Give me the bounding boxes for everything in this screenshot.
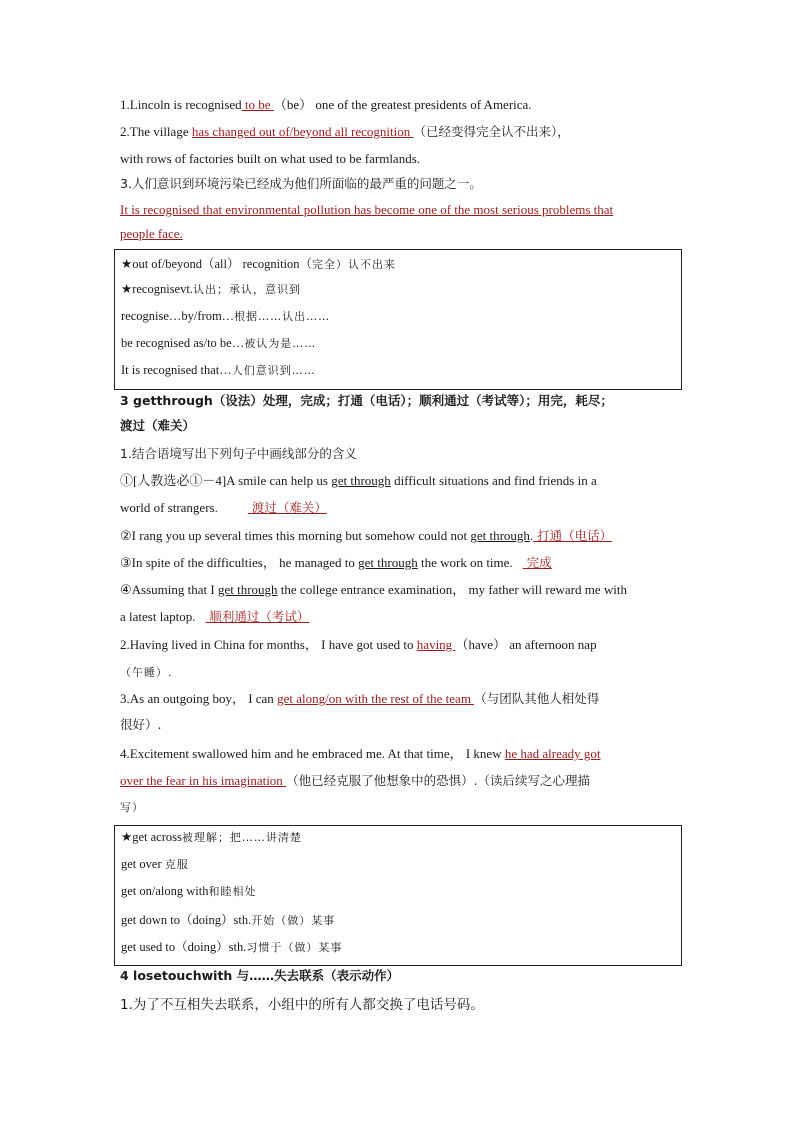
exercise-3-prompt: 3.人们意识到环境污染已经成为他们所面临的最严重的问题之一。 (120, 176, 482, 191)
exercise-text: （午睡）. (120, 666, 173, 679)
underlined-phrase: get through (358, 555, 418, 570)
sentence-text: ④Assuming that I (120, 582, 218, 597)
underlined-phrase: get through (331, 473, 391, 488)
exercise-2-line2: with rows of factories built on what used to be farmlands. (120, 151, 421, 166)
note-line (121, 308, 330, 324)
section-3-question-1: 1.结合语境写出下列句子中画线部分的含义 (120, 446, 357, 461)
sentence-text: ②I rang you up several times this morning but somehow could not (120, 528, 471, 543)
sentence-1-line2 (120, 499, 327, 517)
answer-meaning-2: 打通（电话） (533, 528, 613, 543)
note-line (121, 883, 257, 899)
sentence-text: ③In spite of the difficulties， he managed to (120, 555, 359, 570)
answer-get-along: get along/on with the rest of the team (277, 691, 475, 706)
sentence-text: difficult situations and find friends in a (390, 473, 597, 488)
exercise-2 (120, 123, 570, 141)
exercise-3-2 (120, 636, 597, 654)
note-line (121, 856, 189, 872)
exercise-3-answer-line2 (120, 225, 183, 243)
note-line (121, 281, 301, 297)
underlined-phrase: get through (470, 528, 530, 543)
note-cn: 克服 (164, 858, 189, 871)
sentence-text: . (529, 528, 534, 543)
note-en: get over (121, 857, 165, 871)
answer-recognition: has changed out of/beyond all recognition (191, 124, 414, 139)
note-cn: 被理解；把……讲清楚 (181, 831, 302, 844)
exercise-1 (120, 96, 532, 114)
notes-box-recognition (114, 249, 682, 390)
exercise-3-answer-line1 (120, 201, 613, 219)
note-cn: 和睦相处 (208, 885, 257, 898)
sentence-4-line2 (120, 608, 309, 626)
sentence-2 (120, 527, 612, 545)
section-3-title: 3 getthrough（设法）处理，完成；打通（电话）；顺利通过（考试等）；用完，耗尽； (120, 393, 613, 408)
exercise-3-4 (120, 745, 601, 763)
note-en: get on/along with (121, 884, 209, 898)
note-cn: 根据……认出…… (234, 310, 331, 323)
note-cn: 被认为是…… (244, 337, 317, 350)
note-en: get used to（doing）sth. (121, 940, 247, 954)
note-line (121, 910, 335, 928)
note-cn: 人们意识到…… (231, 364, 316, 377)
note-cn: 认出；承认，意识到 (192, 283, 301, 296)
note-line (121, 335, 316, 351)
answer-translation-1: It is recognised that environmental pollution has become one of the most serious problems that (120, 202, 614, 217)
exercise-text: 2.Having lived in China for months， I have got used to (120, 637, 417, 652)
note-line (121, 362, 316, 378)
sentence-text: the work on time. (417, 555, 513, 570)
exercise-text: 4.Excitement swallowed him and he embraced me. At that time， I knew (120, 746, 505, 761)
sentence-text: ①[人教选必①－4]A smile can help us (120, 473, 332, 488)
underlined-phrase: get through (217, 582, 278, 597)
sentence-4 (120, 581, 627, 599)
note-cn: 开始（做）某事 (251, 914, 336, 927)
exercise-1-text-end: （be） one of the greatest presidents of America. (273, 97, 532, 112)
note-cn: 习惯于（做）某事 (246, 941, 343, 954)
exercise-text: （have） an afternoon nap (455, 637, 597, 652)
note-cn: 完全）认不出来 (312, 258, 397, 271)
answer-meaning-3: 完成 (522, 555, 552, 570)
section-3-title-line2: 渡过（难关） (120, 418, 196, 433)
exercise-hint: （他已经克服了他想象中的恐惧）.（读后续写之心理描 (286, 773, 591, 788)
answer-meaning-1: 渡过（难关） (247, 500, 327, 515)
sentence-text: world of strangers. (120, 500, 218, 515)
exercise-hint: 写） (120, 801, 144, 814)
note-line (121, 829, 302, 845)
note-en: recognise…by/from… (121, 309, 235, 323)
note-line (121, 254, 396, 272)
note-en: ★recognisevt. (121, 282, 193, 296)
section-4-question-1: 1.为了不互相失去联系，小组中的所有人都交换了电话号码。 (120, 997, 484, 1013)
answer-got-over-2: over the fear in his imagination (120, 773, 287, 788)
exercise-3-4-line2 (120, 772, 590, 790)
note-en: get down to（doing）sth. (121, 913, 252, 927)
answer-translation-2: people face. (120, 226, 183, 241)
exercise-3-2-line2 (120, 663, 173, 682)
sentence-1 (120, 472, 597, 490)
answer-got-over-1: he had already got (504, 746, 601, 761)
note-line (121, 937, 342, 955)
exercise-1-text: 1.Lincoln is recognised (120, 97, 242, 112)
section-4-title: 4 losetouchwith 与……失去联系（表示动作） (120, 968, 400, 983)
note-en: ★out of/beyond（all） recognition（ (121, 257, 313, 271)
exercise-2-hint: （已经变得完全认不出来）， (413, 124, 570, 139)
exercise-3-3 (120, 690, 599, 708)
note-en: be recognised as/to be… (121, 336, 245, 350)
note-en: ★get across (121, 830, 182, 844)
exercise-2-text: 2.The village (120, 124, 192, 139)
notes-box-get (114, 825, 682, 966)
sentence-text: the college entrance examination， my father will reward me with (277, 582, 627, 597)
exercise-hint: （与团队其他人相处得 (474, 691, 600, 706)
answer-to-be: to be (241, 97, 274, 112)
exercise-text: 3.As an outgoing boy， I can (120, 691, 278, 706)
exercise-3-4-line3 (120, 798, 144, 817)
sentence-3 (120, 554, 552, 572)
note-en: It is recognised that… (121, 363, 232, 377)
exercise-3-3-line2: 很好）. (120, 717, 162, 732)
answer-meaning-4: 顺利通过（考试） (205, 609, 310, 624)
answer-having: having (416, 637, 456, 652)
sentence-text: a latest laptop. (120, 609, 196, 624)
